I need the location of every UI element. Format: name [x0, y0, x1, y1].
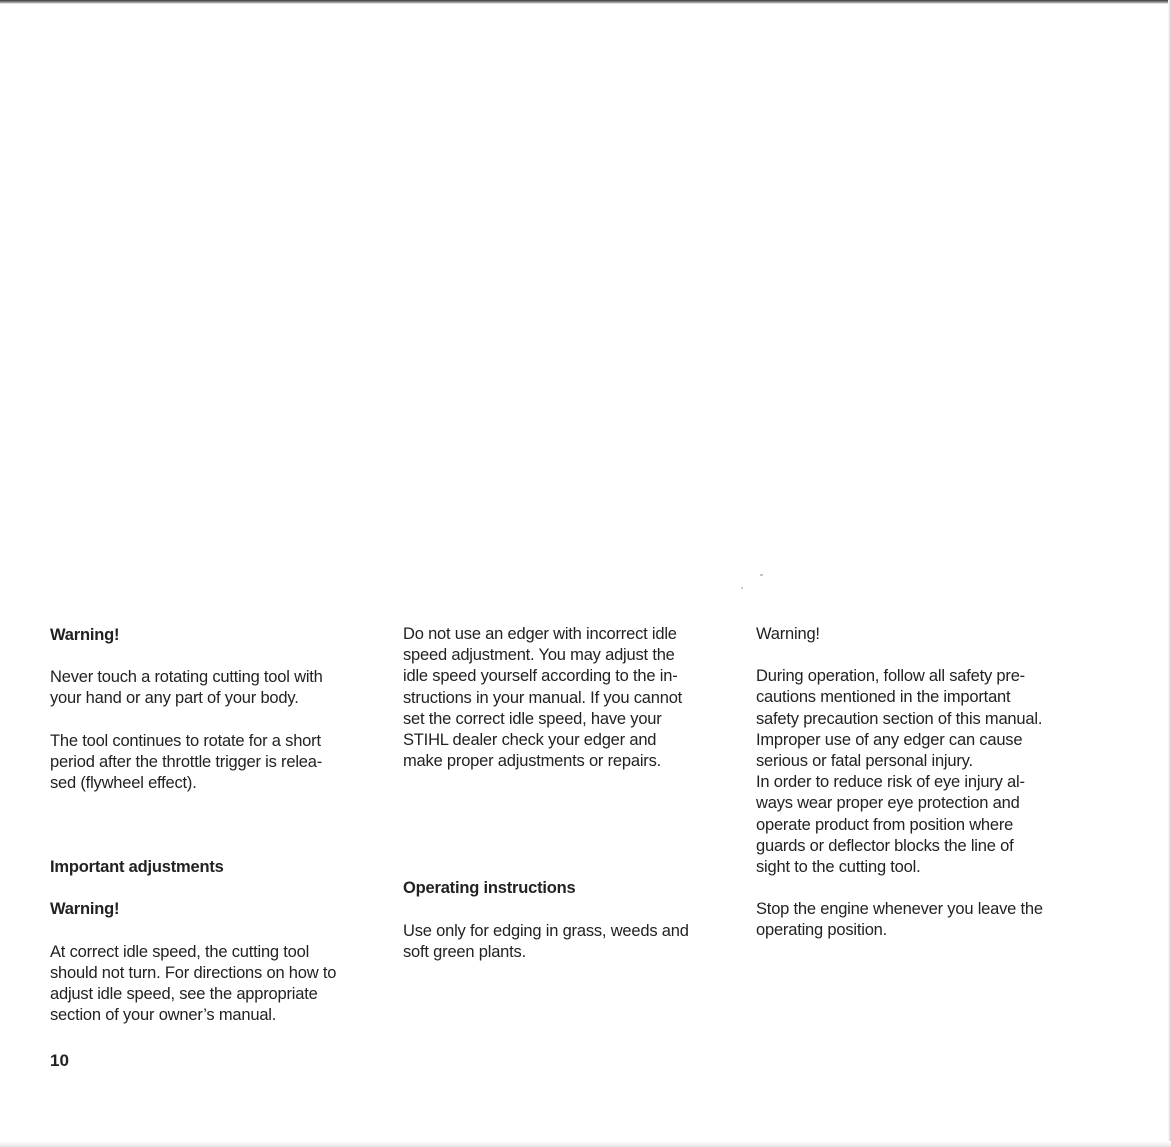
text-line: Use only for edging in grass, weeds and	[403, 921, 689, 940]
text-line: speed adjustment. You may adjust the	[403, 646, 675, 665]
text-line: operate product from position where	[756, 815, 1014, 834]
paragraph	[50, 942, 380, 1027]
text-line: ways wear proper eye protection and	[756, 794, 1020, 813]
warning-heading: Warning!	[50, 900, 120, 919]
paragraph	[756, 899, 1086, 941]
paragraph	[50, 667, 380, 709]
paragraph	[756, 666, 1086, 878]
text-line: section of your owner’s manual.	[50, 1006, 277, 1025]
text-line: serious or fatal personal injury.	[756, 752, 973, 771]
text-line: cautions mentioned in the important	[756, 688, 1011, 707]
text-line: operating position.	[756, 921, 888, 940]
scan-speck	[760, 574, 763, 576]
column-1	[50, 624, 380, 1026]
page-bottom-edge	[0, 1141, 1171, 1147]
page-number: 10	[50, 1051, 69, 1070]
warning-heading: Warning!	[50, 626, 120, 644]
column-2	[403, 624, 733, 963]
page-top-edge	[0, 0, 1171, 4]
text-line: STIHL dealer check your edger and	[403, 731, 657, 750]
text-line: The tool continues to rotate for a short	[50, 731, 321, 750]
scan-speck	[741, 587, 743, 589]
paragraph	[403, 624, 733, 772]
paragraph	[50, 731, 380, 795]
text-line: period after the throttle trigger is relea-	[50, 752, 323, 771]
text-line: Do not use an edger with incorrect idle	[403, 625, 677, 643]
text-line: safety precaution section of this manual.	[756, 709, 1043, 728]
text-line: make proper adjustments or repairs.	[403, 752, 662, 771]
text-line: soft green plants.	[403, 942, 526, 961]
text-line: At correct idle speed, the cutting tool	[50, 942, 310, 961]
column-3	[756, 624, 1086, 942]
text-line: set the correct idle speed, have your	[403, 709, 662, 728]
text-line: Improper use of any edger can cause	[756, 730, 1023, 749]
text-line: guards or deflector blocks the line of	[756, 836, 1014, 855]
text-line: structions in your manual. If you cannot	[403, 688, 683, 707]
text-line: adjust idle speed, see the appropriate	[50, 985, 318, 1004]
text-line: sed (flywheel effect).	[50, 774, 197, 793]
section-heading: Important adjustments	[50, 858, 224, 877]
text-line: In order to reduce risk of eye injury al-	[756, 773, 1025, 792]
paragraph	[403, 921, 733, 963]
text-line: idle speed yourself according to the in-	[403, 667, 678, 686]
warning-heading: Warning!	[756, 625, 820, 643]
text-line: your hand or any part of your body.	[50, 689, 299, 708]
text-line: should not turn. For directions on how to	[50, 963, 337, 982]
text-line: Stop the engine whenever you leave the	[756, 900, 1043, 919]
text-line: Never touch a rotating cutting tool with	[50, 668, 323, 687]
section-heading: Operating instructions	[403, 879, 576, 898]
text-line: During operation, follow all safety pre-	[756, 667, 1025, 686]
text-line: sight to the cutting tool.	[756, 858, 921, 877]
